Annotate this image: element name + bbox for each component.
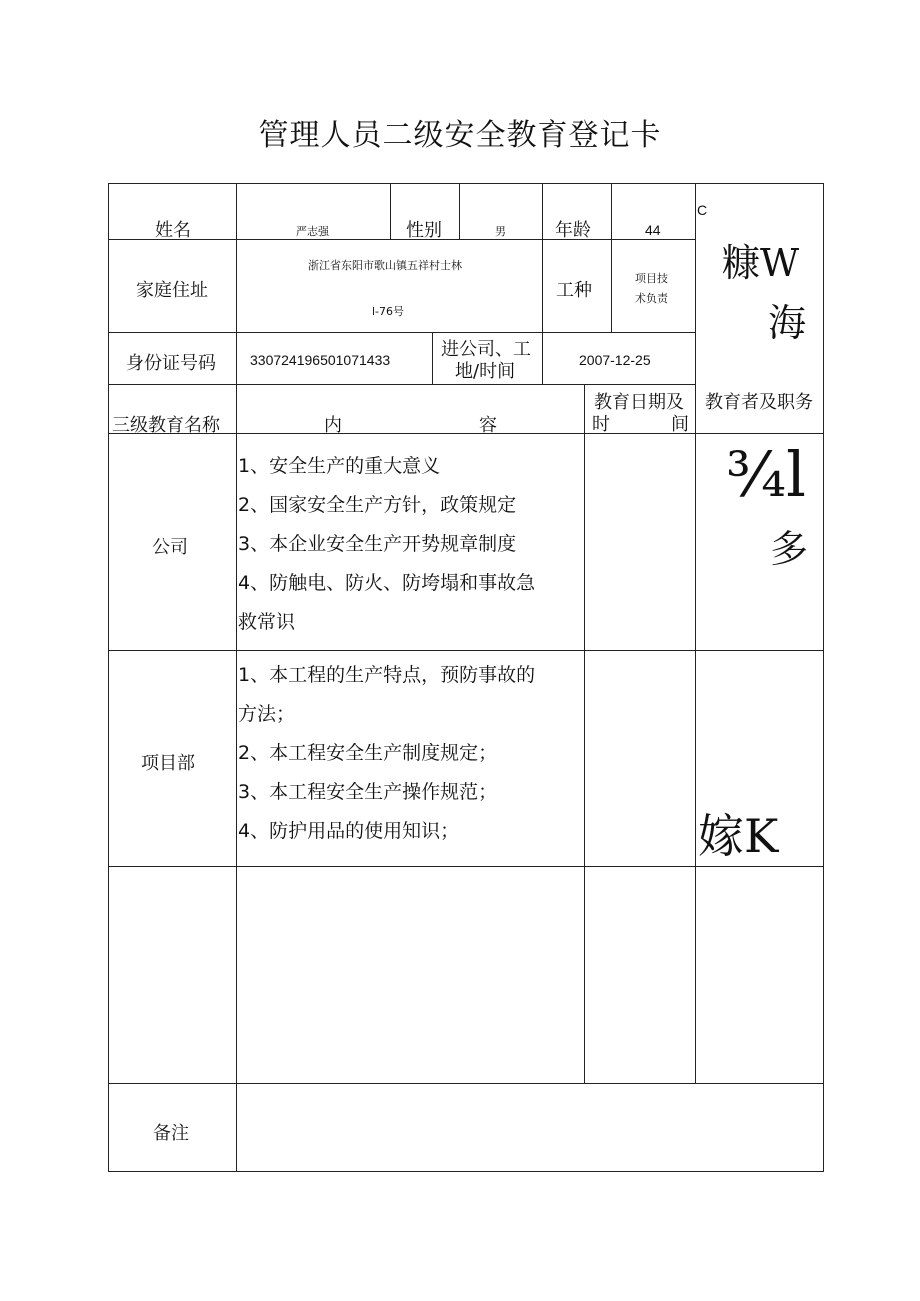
list-item: 3、本企业安全生产开势规章制度 (238, 533, 517, 555)
entry-value: 2007-12-25 (579, 352, 651, 368)
col-divider-date (584, 384, 585, 1084)
header-date-line2-a: 时 (592, 414, 610, 435)
col-divider-label (236, 183, 237, 1172)
id-label: 身份证号码 (126, 353, 216, 374)
job-value-line2: 术负责 (635, 292, 668, 305)
col-divider-age-value (611, 183, 612, 333)
list-item: 2、国家安全生产方针，政策规定 (238, 494, 517, 516)
name-label: 姓名 (155, 220, 191, 241)
entry-label-line1: 进公司、工 (441, 339, 531, 360)
table-border-top (108, 183, 824, 184)
list-item: 4、防护用品的使用知识； (238, 820, 460, 842)
gender-label: 性别 (406, 220, 442, 241)
list-item: 4、防触电、防火、防垮塌和事故急 (238, 572, 536, 594)
page-title: 管理人员二级安全教育登记卡 (258, 118, 662, 153)
project-content-list (238, 656, 535, 851)
table-border-right (823, 183, 824, 1172)
project-row-name: 项目部 (141, 753, 195, 774)
photo-signature-line2: 海 (768, 301, 807, 345)
entry-label-line2: 地/时间 (455, 361, 516, 382)
row-divider-empty (108, 1083, 824, 1084)
project-educator-signature: 嫁K (698, 809, 779, 863)
address-label: 家庭住址 (136, 280, 208, 301)
age-value: 44 (645, 222, 661, 238)
row-divider-name (108, 239, 695, 240)
row-divider-address (108, 332, 695, 333)
stray-mark: C (697, 202, 708, 218)
header-date-line2-b: 间 (671, 414, 689, 435)
table-border-left (108, 183, 109, 1172)
row-divider-company (108, 650, 824, 651)
table-border-bottom (108, 1171, 824, 1172)
id-value: 330724196501071433 (250, 352, 391, 368)
list-item: 1、本工程的生产特点，预防事故的 (238, 664, 536, 686)
header-educator: 教育者及职务 (705, 392, 813, 413)
company-educator-signature-line1: ¾l (726, 438, 806, 511)
address-line1: 浙江省东阳市歌山镇五祥村士林 (308, 259, 462, 272)
header-content-1: 内 (324, 415, 342, 436)
list-item: 救常识 (238, 611, 296, 633)
header-level-name: 三级教育名称 (112, 415, 220, 436)
company-row-name: 公司 (152, 537, 188, 558)
age-label: 年龄 (555, 220, 591, 241)
col-divider-entry-left (432, 333, 433, 385)
photo-signature-line1: 糠W (722, 241, 800, 285)
address-line2: l-76号 (372, 305, 405, 318)
header-date-line1: 教育日期及 (594, 392, 684, 413)
header-content-2: 容 (479, 415, 497, 436)
gender-value: 男 (495, 225, 506, 238)
company-content-list (238, 447, 535, 642)
col-divider-gender-label (390, 183, 391, 240)
company-educator-signature-line2: 多 (770, 527, 809, 571)
remarks-label: 备注 (153, 1123, 189, 1144)
job-label: 工种 (556, 280, 592, 301)
col-divider-gender-value (459, 183, 460, 240)
col-divider-educator (695, 384, 696, 1084)
list-item: 1、安全生产的重大意义 (238, 455, 441, 477)
row-divider-project (108, 866, 824, 867)
job-value-line1: 项目技 (635, 272, 668, 285)
list-item: 3、本工程安全生产操作规范； (238, 781, 498, 803)
list-item: 2、本工程安全生产制度规定； (238, 742, 498, 764)
col-divider-entry-right (542, 333, 543, 385)
list-item: 方法； (238, 703, 296, 725)
col-divider-age-label (542, 183, 543, 333)
row-divider-id (108, 384, 695, 385)
name-value: 严志强 (296, 225, 329, 238)
